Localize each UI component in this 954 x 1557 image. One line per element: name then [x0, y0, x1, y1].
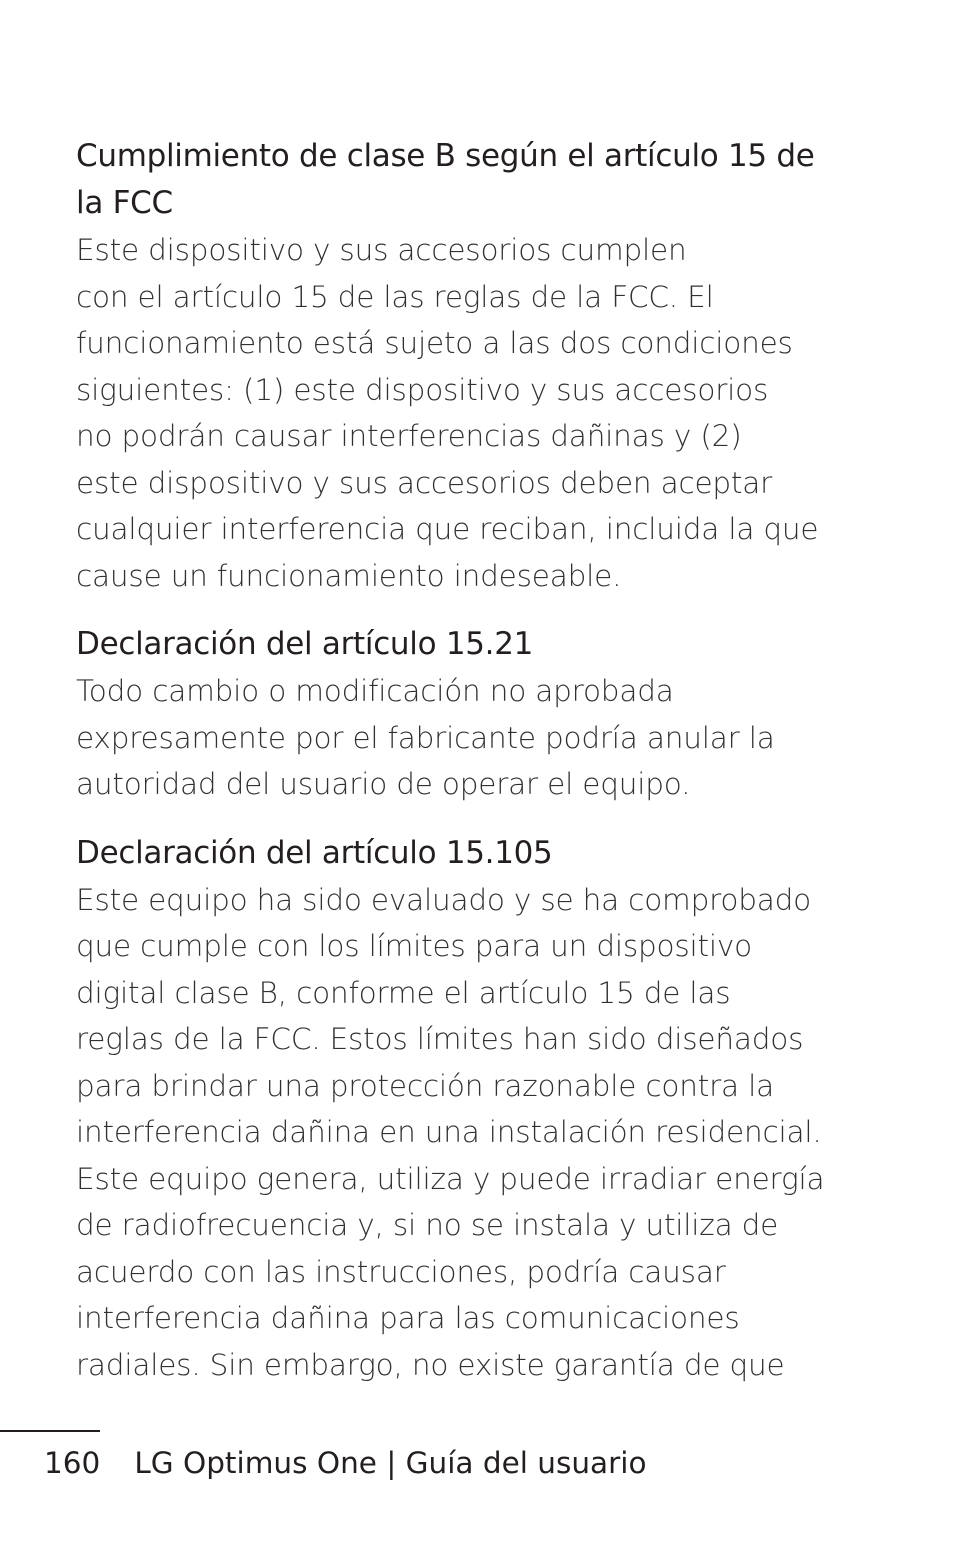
- section-fcc-class-b: [76, 133, 876, 599]
- body-line: siguientes: (1) este dispositivo y sus accesorios: [76, 372, 769, 407]
- body-line: que cumple con los límites para un dispositivo: [76, 929, 753, 963]
- section-title: [76, 133, 876, 227]
- title-line: Declaración del artículo 15.105: [76, 834, 553, 871]
- section-article-15-105: [76, 830, 876, 1389]
- body-line: Este dispositivo y sus accesorios cumplen: [76, 233, 687, 267]
- footer-title: LG Optimus One | Guía del usuario: [134, 1446, 647, 1480]
- body-line: autoridad del usuario de operar el equipo.: [76, 767, 691, 801]
- section-body: [76, 668, 876, 808]
- body-line: cause un funcionamiento indeseable.: [76, 558, 622, 593]
- body-line: interferencia dañina en una instalación residencial.: [76, 1115, 822, 1149]
- body-line: acuerdo con las instrucciones, podría causar: [76, 1254, 726, 1289]
- body-line: funcionamiento está sujeto a las dos condiciones: [76, 326, 793, 360]
- body-line: Este equipo ha sido evaluado y se ha comprobado: [76, 882, 812, 917]
- section-body: [76, 877, 876, 1389]
- body-line: cualquier interferencia que reciban, incluida la que: [76, 512, 819, 546]
- section-body: [76, 227, 876, 599]
- body-line: este dispositivo y sus accesorios deben aceptar: [76, 465, 773, 500]
- page-footer: [44, 1441, 647, 1485]
- section-title: [76, 621, 876, 668]
- section-title: [76, 830, 876, 877]
- title-line: Declaración del artículo 15.21: [76, 626, 534, 662]
- body-line: no podrán causar interferencias dañinas y (2): [76, 419, 742, 453]
- body-line: con el artículo 15 de las reglas de la FCC. El: [76, 279, 714, 314]
- section-article-15-21: [76, 621, 876, 808]
- body-line: reglas de la FCC. Estos límites han sido diseñados: [76, 1022, 804, 1056]
- body-line: de radiofrecuencia y, si no se instala y utiliza de: [76, 1208, 779, 1242]
- footer-divider: [0, 1430, 100, 1432]
- title-line: la FCC: [76, 185, 173, 221]
- body-line: para brindar una protección razonable contra la: [76, 1068, 774, 1103]
- title-line: Cumplimiento de clase B según el artículo 15 de: [76, 138, 815, 174]
- page-number: 160: [44, 1446, 101, 1480]
- body-line: interferencia dañina para las comunicaciones: [76, 1301, 740, 1335]
- page-content: [76, 133, 876, 1388]
- body-line: Todo cambio o modificación no aprobada: [76, 674, 674, 708]
- body-line: digital clase B, conforme el artículo 15 de las: [76, 975, 731, 1010]
- body-line: radiales. Sin embargo, no existe garantía de que: [76, 1347, 785, 1382]
- body-line: expresamente por el fabricante podría anular la: [76, 720, 775, 755]
- body-line: Este equipo genera, utiliza y puede irradiar energía: [76, 1161, 825, 1196]
